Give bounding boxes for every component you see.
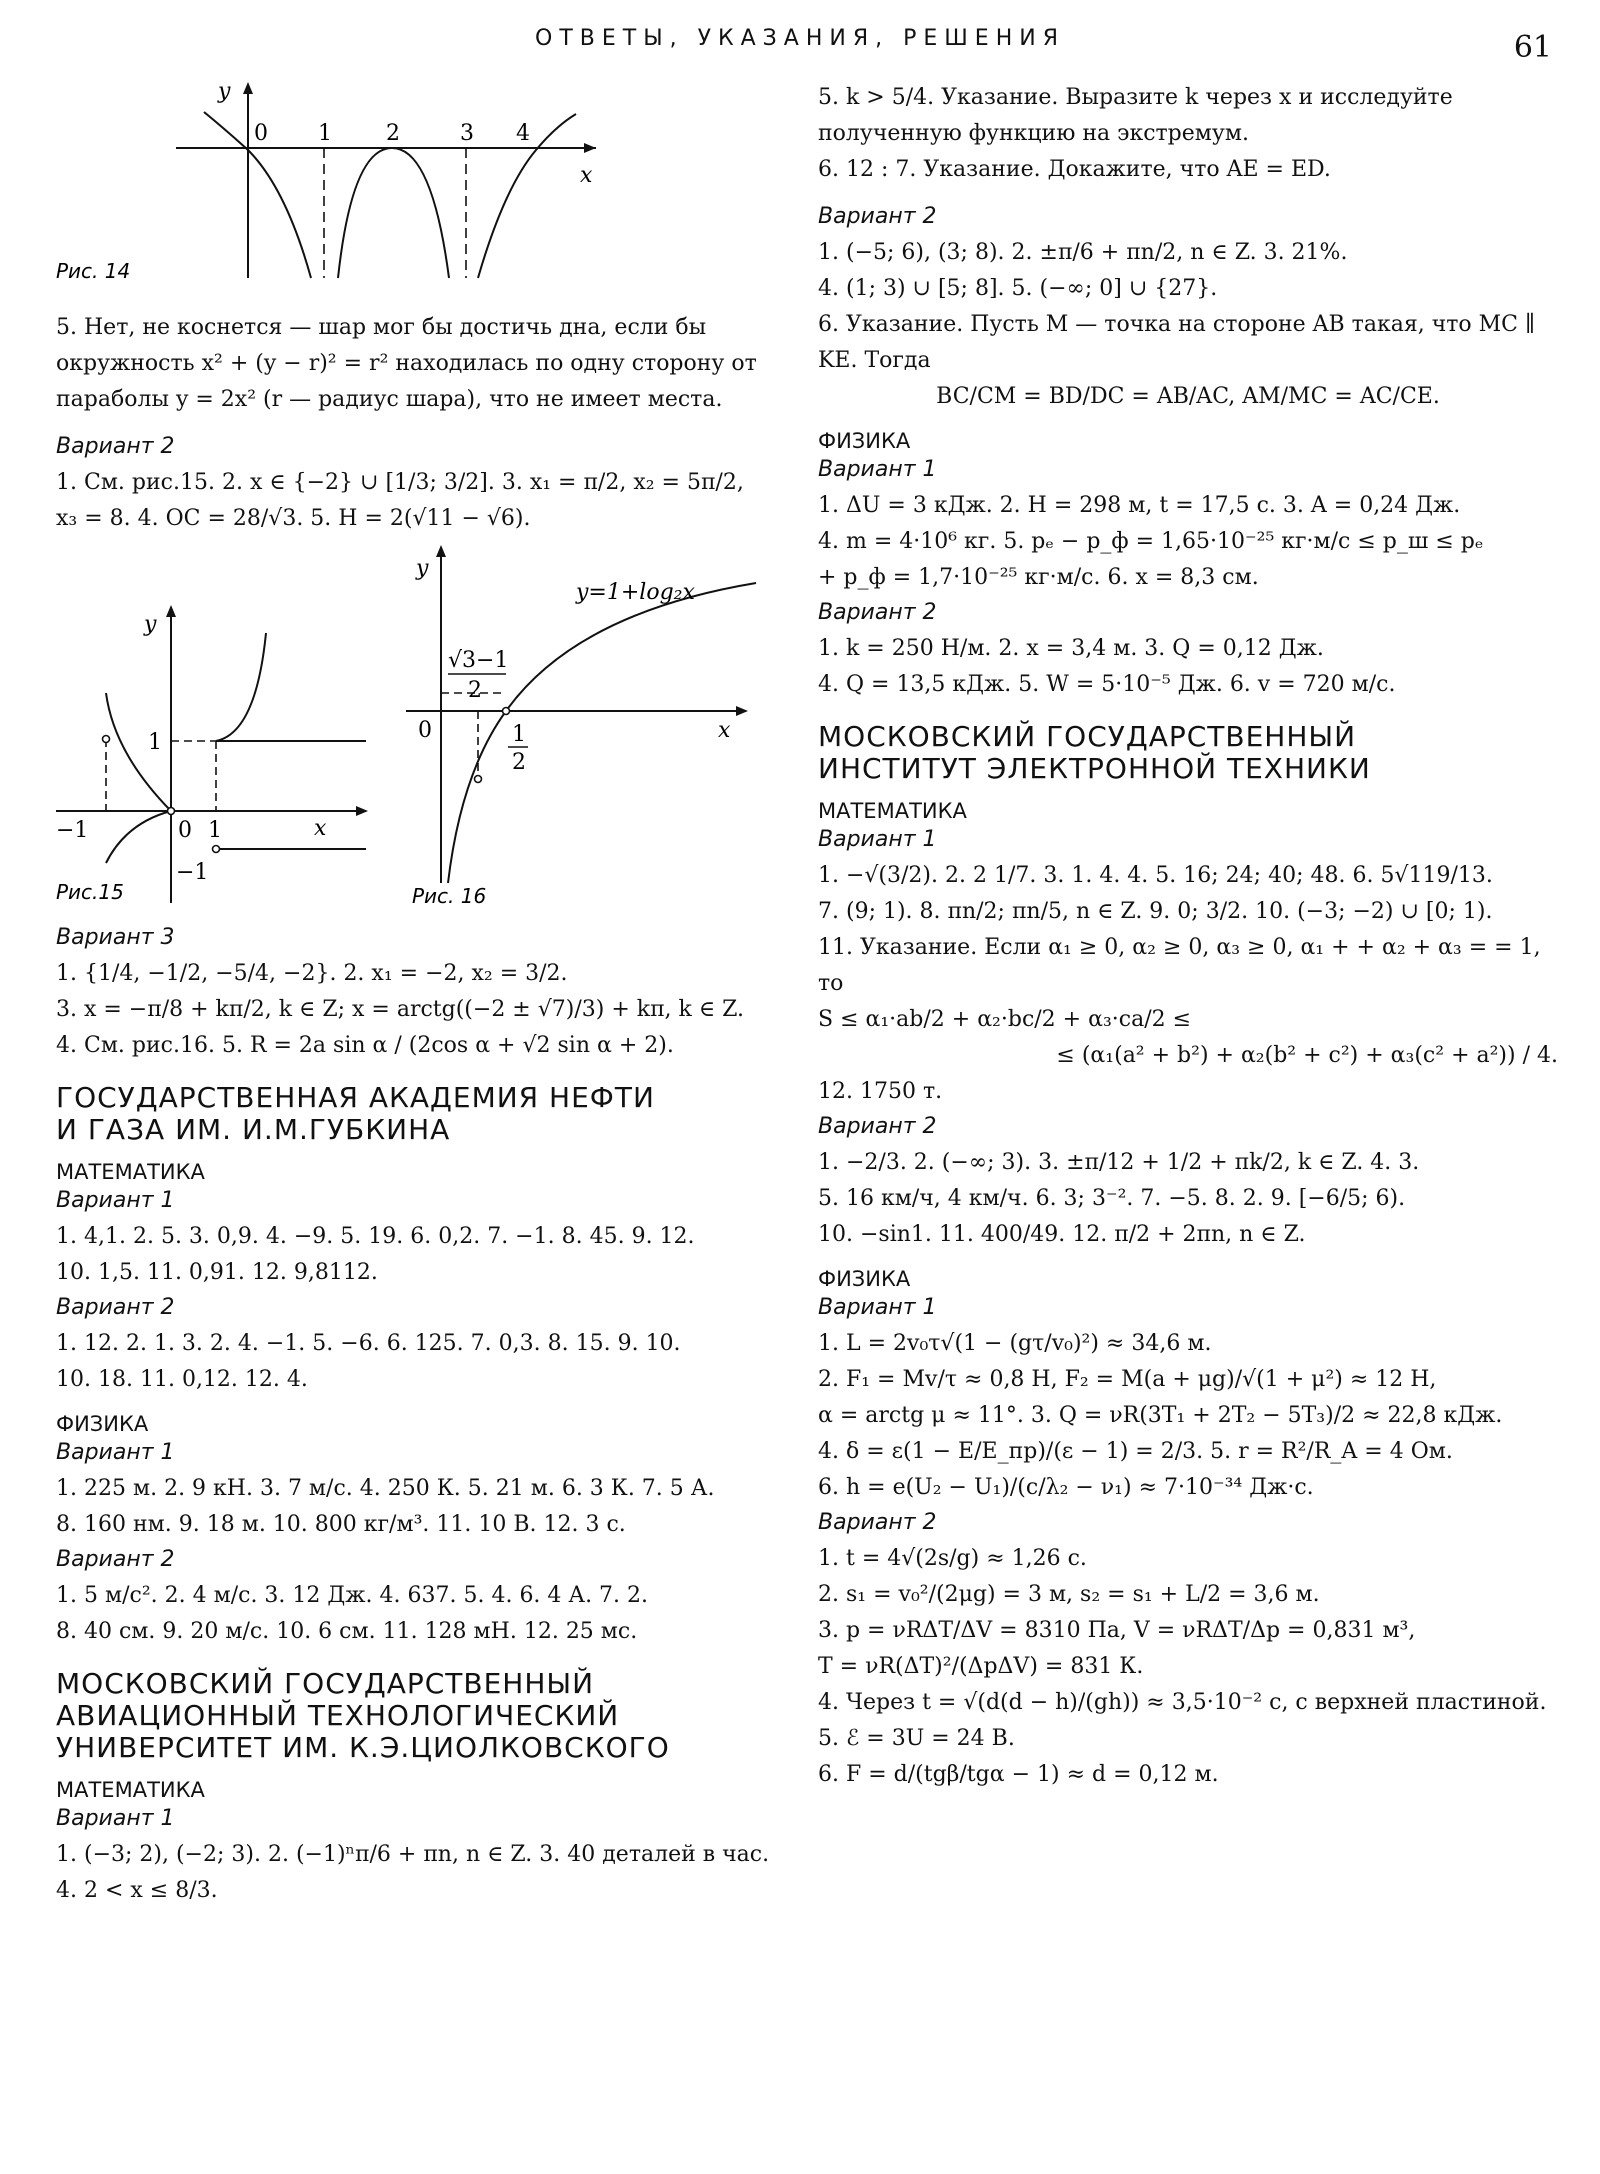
miet-title [818,721,1558,785]
miet-m1-line2: 7. (9; 1). 8. πn/2; πn/5, n ∈ Z. 9. 0; 3/2. 10. (−3; −2) ∪ [0; 1). [818,899,1493,924]
gubkin-math-v2-label: Вариант 2 [56,1295,175,1320]
gubkin-phys-v2-label: Вариант 2 [56,1547,175,1572]
miet-math-v2-label: Вариант 2 [818,1114,937,1139]
gubkin-m2-line1: 1. 12. 2. 1. 3. 2. 4. −1. 5. −6. 6. 125. 7. 0,3. 8. 15. 9. 10. [56,1331,681,1356]
right-pv2-line1: 1. k = 250 Н/м. 2. x = 3,4 м. 3. Q = 0,12 Дж. [818,636,1324,661]
left-v3-line1: 1. {1/4, −1/2, −5/4, −2}. 2. x₁ = −2, x₂ = 3/2. [56,961,568,986]
miet-p1-line3: α = arctg μ ≈ 11°. 3. Q = νR(3T₁ + 2T₂ − 5T₃)/2 ≈ 22,8 кДж. [818,1403,1503,1428]
running-header: ОТВЕТЫ, УКАЗАНИЯ, РЕШЕНИЯ [535,26,1065,51]
fig14-tick-2: 2 [386,121,400,146]
gubkin-math-v1-label: Вариант 1 [56,1188,175,1213]
left-v2-line2: x₃ = 8. 4. OC = 28/√3. 5. H = 2(√11 − √6). [56,506,531,531]
gubkin-phys-heading: ФИЗИКА [56,1412,149,1436]
gubkin-p2-line1: 1. 5 м/с². 2. 4 м/с. 3. 12 Дж. 4. 637. 5. 4. 6. 4 А. 7. 2. [56,1583,649,1608]
fig16-half-top: 1 [512,722,526,747]
right-v2-line3: 6. Указание. Пусть M — точка на стороне AB такая, что MC ∥ KE. Тогда [818,312,1536,373]
mati-line1: 1. (−3; 2), (−2; 3). 2. (−1)ⁿπ/6 + πn, n ∈ Z. 3. 40 деталей в час. [56,1842,770,1867]
miet-p2-line2: 2. s₁ = v₀²/(2μg) = 3 м, s₂ = s₁ + L/2 = 3,6 м. [818,1582,1320,1607]
fig14-tick-3: 3 [460,121,474,146]
miet-p2-line7: 6. F = d/(tgβ/tgα − 1) ≈ d = 0,12 м. [818,1762,1219,1787]
right-pv1-line3: + p_ф = 1,7·10⁻²⁵ кг·м/с. 6. x = 8,3 см. [818,565,1259,590]
right-phys-v2-label: Вариант 2 [818,600,937,625]
gubkin-title [56,1082,776,1146]
miet-phys-v1-label: Вариант 1 [818,1295,937,1320]
fig15-tick-x1: 1 [208,818,222,843]
left-v3-line3: 4. См. рис.16. 5. R = 2a sin α / (2cos α + √2 sin α + 2). [56,1033,674,1058]
fig16-y-label: y [416,556,429,581]
right-pv1-line1: 1. ΔU = 3 кДж. 2. H = 298 м, t = 17,5 с. 3. A = 0,24 Дж. [818,493,1461,518]
gubkin-phys-v1-label: Вариант 1 [56,1440,175,1465]
fig16-caption: Рис. 16 [412,884,487,908]
left-item-5: 5. Нет, не коснется — шар мог бы достичь дна, если бы окружность x² + (y − r)² = r² находилась по одну сторону от параболы y = 2x² (r — радиус шара), что не имеет места. [56,315,757,412]
fig14-tick-4: 4 [516,121,530,146]
right-variant-2-label: Вариант 2 [818,204,937,229]
miet-title-line1: МОСКОВСКИЙ ГОСУДАРСТВЕННЫЙ [818,720,1357,753]
mati-title-line3: УНИВЕРСИТЕТ ИМ. К.Э.ЦИОЛКОВСКОГО [56,1731,670,1764]
right-top-line1: 5. k > 5/4. Указание. Выразите k через x и исследуйте полученную функцию на экстремум. [818,85,1453,146]
gubkin-math-heading: МАТЕМАТИКА [56,1160,205,1184]
gubkin-p1-line2: 8. 160 нм. 9. 18 м. 10. 800 кг/м³. 11. 10 В. 12. 3 с. [56,1512,626,1537]
right-top-line2: 6. 12 : 7. Указание. Докажите, что AE = ED. [818,157,1331,182]
miet-m1-line5: ≤ (α₁(a² + b²) + α₂(b² + c²) + α₃(c² + a²)) / 4. [1056,1043,1558,1068]
fig15-y-label: y [144,612,157,637]
fig14-x-label: x [580,163,593,188]
right-v2-line4: BC/CM = BD/DC = AB/AC, AM/MC = AC/CE. [936,384,1440,409]
right-v2-line1: 1. (−5; 6), (3; 8). 2. ±π/6 + πn/2, n ∈ Z. 3. 21%. [818,240,1348,265]
miet-p2-line4: T = νR(ΔT)²/(ΔpΔV) = 831 К. [818,1654,1144,1679]
fig14-y-label: y [218,79,231,104]
left-column [56,78,776,1909]
gubkin-m1-line2: 10. 1,5. 11. 0,91. 12. 9,8112. [56,1260,378,1285]
fig16-half-bottom: 2 [512,750,526,775]
mati-title [56,1668,776,1764]
gubkin-title-line2: И ГАЗА ИМ. И.М.ГУБКИНА [56,1113,451,1146]
mati-math-heading: МАТЕМАТИКА [56,1778,205,1802]
mati-title-line2: АВИАЦИОННЫЙ ТЕХНОЛОГИЧЕСКИЙ [56,1699,620,1732]
fig14-tick-1: 1 [318,121,332,146]
miet-m1-line4: S ≤ α₁·ab/2 + α₂·bc/2 + α₃·ca/2 ≤ [818,1007,1192,1032]
gubkin-p1-line1: 1. 225 м. 2. 9 кН. 3. 7 м/с. 4. 250 К. 5. 21 м. 6. 3 К. 7. 5 А. [56,1476,715,1501]
fig14-tick-0: 0 [254,121,268,146]
miet-p1-line5: 6. h = e(U₂ − U₁)/(c/λ₂ − ν₁) ≈ 7·10⁻³⁴ Дж·с. [818,1475,1314,1500]
miet-m1-line6: 12. 1750 т. [818,1079,943,1104]
miet-p1-line4: 4. δ = ε(1 − E/E_пр)/(ε − 1) = 2/3. 5. r = R²/R_A = 4 Ом. [818,1439,1453,1464]
fig16-x-label: x [718,718,731,743]
miet-p2-line3: 3. p = νRΔT/ΔV = 8310 Па, V = νRΔT/Δp = 0,831 м³, [818,1618,1416,1643]
fig14-caption: Рис. 14 [56,259,131,283]
fig15-curve-lower [106,811,171,863]
miet-m2-line1: 1. −2/3. 2. (−∞; 3). 3. ±π/12 + 1/2 + πk/2, k ∈ Z. 4. 3. [818,1150,1420,1175]
right-phys-heading: ФИЗИКА [818,429,911,453]
right-pv1-line2: 4. m = 4·10⁶ кг. 5. pₑ − p_ф = 1,65·10⁻²⁵ кг·м/с ≤ p_ш ≤ pₑ [818,529,1484,554]
fig15-curve-right [216,633,266,741]
mati-title-line1: МОСКОВСКИЙ ГОСУДАРСТВЕННЫЙ [56,1667,595,1700]
fig15-tick-minus-1: −1 [56,818,89,843]
fig15-x-label: x [314,816,327,841]
right-column [818,80,1558,1793]
fig15-tick-y-minus-1: −1 [176,860,209,885]
fig16-curve-label: y=1+log₂x [576,580,695,605]
gubkin-m1-line1: 1. 4,1. 2. 5. 3. 0,9. 4. −9. 5. 19. 6. 0,2. 7. −1. 8. 45. 9. 12. [56,1224,695,1249]
miet-m1-line1: 1. −√(3/2). 2. 2 1/7. 3. 1. 4. 4. 5. 16; 24; 40; 48. 6. 5√119/13. [818,863,1493,888]
right-phys-v1-label: Вариант 1 [818,457,937,482]
miet-p2-line5: 4. Через t = √(d(d − h)/(gh)) ≈ 3,5·10⁻² с, с верхней пластиной. [818,1690,1547,1715]
miet-math-v1-label: Вариант 1 [818,827,937,852]
fig16-frac-bottom: 2 [468,678,482,703]
miet-m2-line2: 5. 16 км/ч, 4 км/ч. 6. 3; 3⁻². 7. −5. 8. 2. 9. [−6/5; 6). [818,1186,1406,1211]
left-variant-2-label: Вариант 2 [56,434,175,459]
figure-14 [56,78,776,288]
fig16-frac-top: √3−1 [448,648,509,673]
miet-title-line2: ИНСТИТУТ ЭЛЕКТРОННОЙ ТЕХНИКИ [818,752,1371,785]
miet-p1-line1: 1. L = 2v₀τ√(1 − (gτ/v₀)²) ≈ 34,6 м. [818,1331,1212,1356]
miet-p2-line1: 1. t = 4√(2s/g) ≈ 1,26 с. [818,1546,1087,1571]
left-v2-line1: 1. См. рис.15. 2. x ∈ {−2} ∪ [1/3; 3/2]. 3. x₁ = π/2, x₂ = 5π/2, [56,470,744,495]
fig15-caption: Рис.15 [56,880,124,904]
left-variant-3-label: Вариант 3 [56,925,175,950]
right-pv2-line2: 4. Q = 13,5 кДж. 5. W = 5·10⁻⁵ Дж. 6. v = 720 м/с. [818,672,1396,697]
miet-phys-heading: ФИЗИКА [818,1267,911,1291]
mati-math-v1-label: Вариант 1 [56,1806,175,1831]
fig15-tick-1: 1 [148,730,162,755]
gubkin-p2-line2: 8. 40 см. 9. 20 м/с. 10. 6 см. 11. 128 мН. 12. 25 мс. [56,1619,638,1644]
figures-15-16 [56,543,776,913]
page-number: 61 [1513,30,1552,65]
miet-phys-v2-label: Вариант 2 [818,1510,937,1535]
fig14-curve-2 [338,148,449,278]
gubkin-m2-line2: 10. 18. 11. 0,12. 12. 4. [56,1367,308,1392]
fig15-tick-0: 0 [178,818,192,843]
mati-line2: 4. 2 < x ≤ 8/3. [56,1878,218,1903]
miet-p1-line2: 2. F₁ = Mv/τ ≈ 0,8 Н, F₂ = M(a + μg)/√(1 + μ²) ≈ 12 Н, [818,1367,1437,1392]
miet-p2-line6: 5. ℰ = 3U = 24 В. [818,1726,1015,1751]
fig16-log-curve [448,583,756,883]
miet-m1-line3: 11. Указание. Если α₁ ≥ 0, α₂ ≥ 0, α₃ ≥ 0, α₁ + + α₂ + α₃ = = 1, то [818,935,1541,996]
fig16-zero: 0 [418,718,432,743]
right-v2-line2: 4. (1; 3) ∪ [5; 8]. 5. (−∞; 0] ∪ {27}. [818,276,1218,301]
left-v3-line2: 3. x = −π/8 + kπ/2, k ∈ Z; x = arctg((−2 ± √7)/3) + kπ, k ∈ Z. [56,997,745,1022]
gubkin-title-line1: ГОСУДАРСТВЕННАЯ АКАДЕМИЯ НЕФТИ [56,1081,655,1114]
miet-math-heading: МАТЕМАТИКА [818,799,967,823]
miet-m2-line3: 10. −sin1. 11. 400/49. 12. π/2 + 2πn, n ∈ Z. [818,1222,1306,1247]
